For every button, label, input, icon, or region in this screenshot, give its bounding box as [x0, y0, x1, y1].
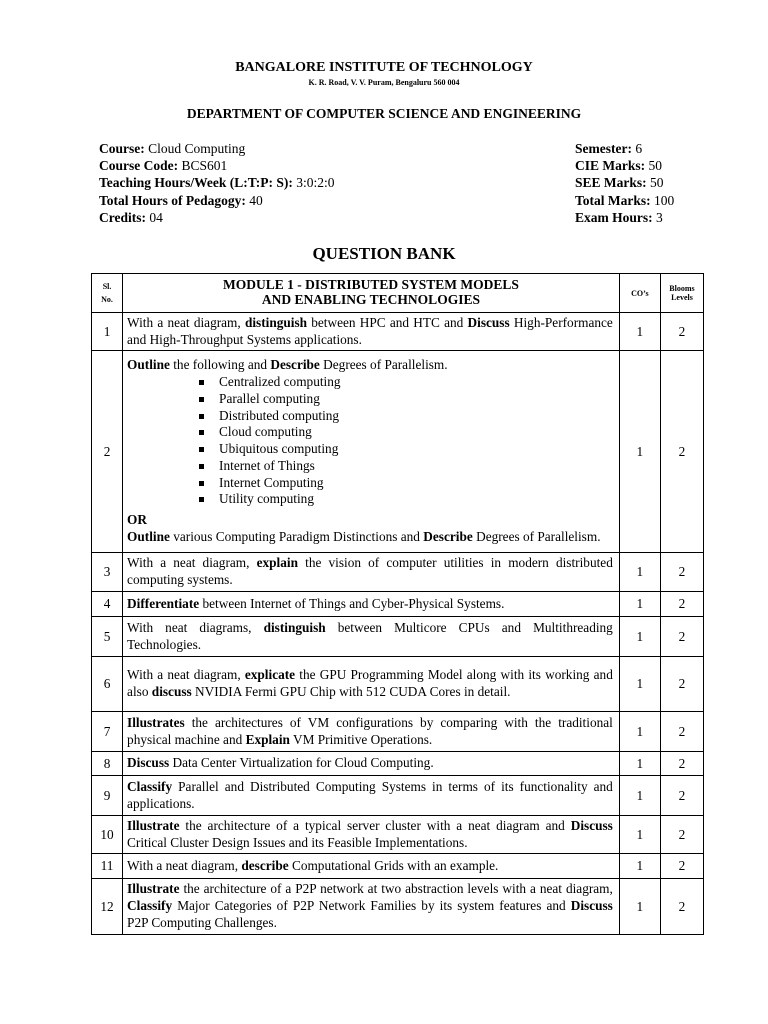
page-title: QUESTION BANK [312, 244, 456, 263]
teaching-hours-field: Teaching Hours/Week (L:T:P: S): 3:0:2:0 [99, 175, 335, 191]
question-number: 12 [92, 879, 123, 935]
total-marks-field: Total Marks: 100 [575, 192, 675, 208]
question-intro: Outline the following and Describe Degrees of Parallelism. [127, 357, 448, 373]
table-row [92, 553, 704, 592]
question-number: 2 [92, 351, 123, 553]
co-value: 1 [619, 657, 660, 712]
credits-field: Credits: 04 [99, 209, 163, 225]
question-number: 11 [92, 854, 123, 879]
sl-no-header: Sl. No. [92, 274, 123, 313]
list-item: Ubiquitous computing [197, 441, 613, 458]
question-text: Illustrates the architectures of VM configurations by comparing with the traditional physical machine and Explain VM Primitive Operations. [123, 712, 620, 752]
co-value: 1 [619, 712, 660, 752]
question-text: With a neat diagram, explain the vision of computer utilities in modern distributed computing systems. [123, 553, 620, 592]
co-header: CO’s [619, 274, 660, 313]
question-table [91, 273, 704, 935]
table-header-row [92, 274, 704, 313]
question-text: With a neat diagram, describe Computational Grids with an example. [123, 854, 620, 879]
question-number: 5 [92, 617, 123, 657]
co-value: 1 [619, 617, 660, 657]
cie-marks-field: CIE Marks: 50 [575, 158, 662, 174]
table-row [92, 617, 704, 657]
question-text: With neat diagrams, distinguish between Multicore CPUs and Multithreading Technologies. [123, 617, 620, 657]
table-row [92, 854, 704, 879]
co-value: 1 [619, 854, 660, 879]
module-title: MODULE 1 - DISTRIBUTED SYSTEM MODELS AND ENABLING TECHNOLOGIES [123, 274, 620, 313]
blooms-level-value: 2 [660, 313, 703, 351]
question-text: Differentiate between Internet of Things and Cyber-Physical Systems. [123, 592, 620, 617]
question-text: Illustrate the architecture of a P2P network at two abstraction levels with a neat diagram, Classify Major Categories of P2P Network Families by its system features and Discuss P2P Computing Challenges. [123, 879, 620, 935]
question-number: 6 [92, 657, 123, 712]
or-separator: OR [127, 512, 147, 528]
department-name: DEPARTMENT OF COMPUTER SCIENCE AND ENGINEERING [186, 106, 582, 121]
institute-name: BANGALORE INSTITUTE OF TECHNOLOGY [235, 60, 533, 75]
table-row [92, 657, 704, 712]
question-number: 9 [92, 776, 123, 816]
blooms-level-value: 2 [660, 351, 703, 553]
co-value: 1 [619, 776, 660, 816]
blooms-level-value: 2 [660, 752, 703, 776]
list-item: Utility computing [197, 491, 613, 508]
blooms-level-value: 2 [660, 617, 703, 657]
table-row [92, 879, 704, 935]
see-marks-field: SEE Marks: 50 [575, 175, 664, 191]
blooms-level-value: 2 [660, 592, 703, 617]
blooms-level-value: 2 [660, 712, 703, 752]
list-item: Cloud computing [197, 424, 613, 441]
co-value: 1 [619, 752, 660, 776]
question-rows [92, 313, 704, 935]
blooms-level-value: 2 [660, 657, 703, 712]
table-row [92, 816, 704, 854]
blooms-level-value: 2 [660, 816, 703, 854]
question-text: Discuss Data Center Virtualization for Cloud Computing. [123, 752, 620, 776]
course-details-left [99, 140, 335, 226]
course-field: Course: Cloud Computing [99, 141, 246, 156]
question-number: 1 [92, 313, 123, 351]
institute-address: K. R. Road, V. V. Puram, Bengaluru 560 004 [308, 78, 460, 87]
list-item: Centralized computing [197, 374, 613, 391]
table-row [92, 752, 704, 776]
question-text: With a neat diagram, distinguish between HPC and HTC and Discuss High-Performance and High-Throughput Systems applications. [123, 313, 620, 351]
table-row [92, 313, 704, 351]
co-value: 1 [619, 816, 660, 854]
question-text [123, 351, 620, 553]
list-item: Distributed computing [197, 408, 613, 425]
co-value: 1 [619, 351, 660, 553]
course-details-right [575, 140, 674, 226]
list-item: Internet Computing [197, 475, 613, 492]
blooms-level-value: 2 [660, 553, 703, 592]
table-row [92, 712, 704, 752]
co-value: 1 [619, 879, 660, 935]
exam-hours-field: Exam Hours: 3 [575, 209, 663, 225]
question-number: 10 [92, 816, 123, 854]
question-text: Classify Parallel and Distributed Computing Systems in terms of its functionality and applications. [123, 776, 620, 816]
table-row [92, 592, 704, 617]
question-text: Illustrate the architecture of a typical server cluster with a neat diagram and Discuss Critical Cluster Design Issues and its Feasible Implementations. [123, 816, 620, 854]
bullet-list [127, 374, 613, 508]
table-row [92, 351, 704, 553]
blooms-level-value: 2 [660, 854, 703, 879]
co-value: 1 [619, 592, 660, 617]
semester-field: Semester: 6 [575, 141, 643, 156]
question-text: With a neat diagram, explicate the GPU Programming Model along with its working and also discuss NVIDIA Fermi GPU Chip with 512 CUDA Cores in detail. [123, 657, 620, 712]
table-row [92, 776, 704, 816]
blooms-level-value: 2 [660, 879, 703, 935]
list-item: Internet of Things [197, 458, 613, 475]
co-value: 1 [619, 553, 660, 592]
question-number: 7 [92, 712, 123, 752]
list-item: Parallel computing [197, 391, 613, 408]
question-number: 4 [92, 592, 123, 617]
question-number: 8 [92, 752, 123, 776]
question-alternative: Outline various Computing Paradigm Distinctions and Describe Degrees of Parallelism. [127, 529, 601, 545]
blooms-header: Blooms Levels [660, 274, 703, 313]
question-number: 3 [92, 553, 123, 592]
blooms-level-value: 2 [660, 776, 703, 816]
co-value: 1 [619, 313, 660, 351]
course-code-field: Course Code: BCS601 [99, 158, 228, 174]
pedagogy-hours-field: Total Hours of Pedagogy: 40 [99, 192, 263, 208]
